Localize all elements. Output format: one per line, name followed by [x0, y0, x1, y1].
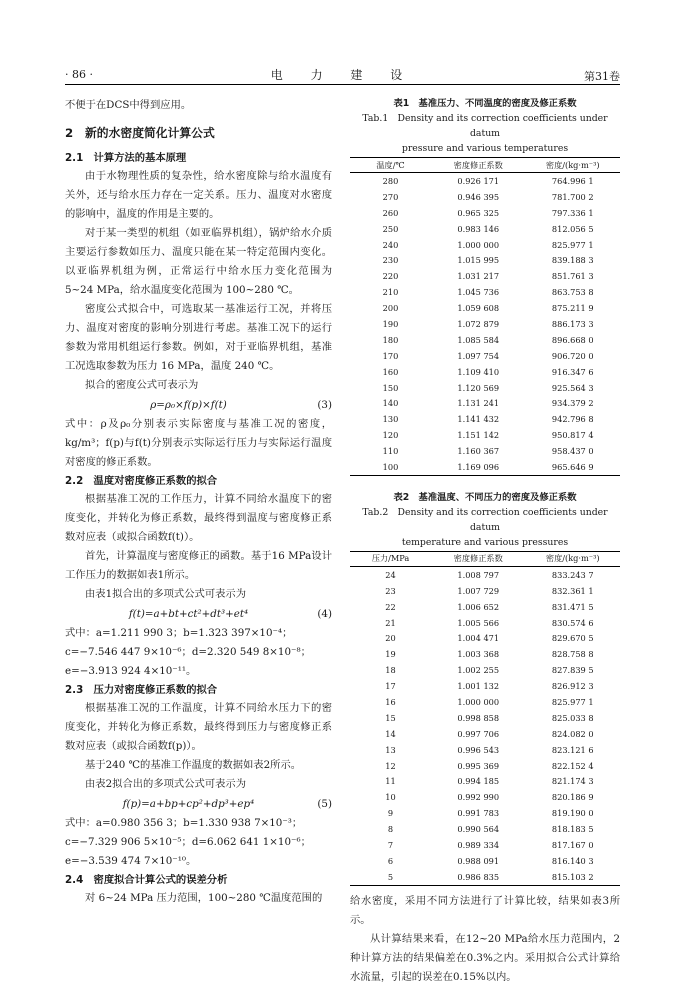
table-cell: 1.059 608 [457, 303, 500, 314]
table-cell: 825.977 1 [551, 696, 594, 707]
table-cell: 822.152 4 [551, 760, 594, 771]
table-cell: 1.045 736 [457, 287, 500, 298]
table-cell: 851.761 3 [551, 271, 594, 282]
table-cell: 100 [350, 459, 431, 475]
table-cell: 1.160 367 [457, 446, 500, 457]
equation-number: (4) [317, 608, 332, 620]
table-row [350, 710, 620, 726]
table-row [350, 237, 620, 253]
page-number: · 86 · [65, 68, 93, 81]
table-row [350, 805, 620, 821]
table-cell: 896.668 0 [551, 334, 594, 345]
table-cell: 819.190 0 [551, 808, 594, 819]
right-column [350, 96, 620, 987]
table-row [350, 268, 620, 284]
table-cell: 5 [350, 869, 431, 885]
column-header: 密度/(kg·m⁻³) [526, 158, 621, 173]
table-cell: 958.437 0 [551, 446, 594, 457]
table-row [350, 694, 620, 710]
table-cell: 1.109 410 [457, 366, 500, 377]
subsection-heading: 2.1 计算方法的基本原理 [65, 152, 187, 164]
table-cell: 781.700 2 [551, 191, 594, 202]
section-heading: 2 新的水密度简化计算公式 [65, 126, 215, 140]
table-cell: 1.002 255 [457, 665, 500, 676]
subsection-heading: 2.3 压力对密度修正系数的拟合 [65, 684, 218, 696]
table-cell: 130 [382, 414, 399, 425]
table-row [350, 364, 620, 380]
table-cell: 0.994 185 [457, 776, 500, 787]
table-cell: 12 [385, 760, 396, 771]
table2-body [350, 566, 620, 885]
table-cell: 829.670 5 [551, 633, 594, 644]
table-cell: 190 [382, 318, 399, 329]
paragraph: 对于某一类型的机组（如亚临界机组），锅炉给水介质主要运行参数如压力、温度只能在某一特定范围内变化。以亚临界机组为例，正常运行中给水压力变化范围为 5~24 MPa，给水温度变化范围为 100~280 ℃。 [65, 227, 332, 296]
table-cell: 818.183 5 [551, 824, 594, 835]
paragraph: 由于水物理性质的复杂性，给水密度除与给水温度有关外，还与给水压力存在一定关系。压力、温度对水密度的影响中，温度的作用是主要的。 [65, 170, 332, 220]
table-cell: 160 [382, 366, 399, 377]
table-cell: 180 [382, 334, 399, 345]
table1 [350, 157, 620, 476]
table-row [350, 742, 620, 758]
table-header-row [350, 158, 620, 173]
subsection-heading: 2.2 温度对密度修正系数的拟合 [65, 475, 218, 487]
table-cell: 1.015 995 [457, 255, 500, 266]
table-cell: 210 [382, 287, 399, 298]
table-row [350, 678, 620, 694]
table-cell: 17 [385, 681, 396, 692]
paragraph: 由表2拟合出的多项式公式可表示为 [85, 778, 247, 790]
paragraph: 给水密度，采用不同方法进行了计算比较，结果如表3所示。 [350, 894, 620, 926]
table-cell: 1.120 569 [457, 382, 500, 393]
paragraph: 对 6~24 MPa 压力范围，100~280 ℃温度范围的 [85, 892, 323, 904]
table-cell: 1.151 142 [457, 430, 500, 441]
table-cell: 1.004 471 [457, 633, 500, 644]
subsection-heading: 2.4 密度拟合计算公式的误差分析 [65, 874, 228, 886]
table-cell: 875.211 9 [551, 303, 594, 314]
table-cell: 825.977 1 [551, 239, 594, 250]
table-cell: 816.140 3 [551, 855, 594, 866]
table-cell: 270 [382, 191, 399, 202]
table-cell: 14 [385, 728, 396, 739]
table-cell: 1.000 000 [457, 239, 500, 250]
table-row [350, 380, 620, 396]
table-cell: 0.946 395 [457, 191, 500, 202]
table-cell: 23 [385, 585, 396, 596]
table-cell: 0.992 990 [457, 792, 500, 803]
table-cell: 925.564 3 [551, 382, 594, 393]
table2-title-cn: 表2 基准温度、不同压力的密度及修正系数 [393, 491, 577, 503]
table1-title-en: Tab.1 Density and its correction coefficients under datum [362, 113, 608, 139]
column-header: 温度/℃ [350, 158, 431, 173]
table-cell: 0.983 146 [457, 223, 500, 234]
table-cell: 170 [382, 350, 399, 361]
equation-number: (3) [317, 399, 332, 411]
table-cell: 15 [385, 712, 396, 723]
table-cell: 7 [387, 840, 394, 850]
table-row [350, 726, 620, 742]
table-row [350, 599, 620, 615]
table-cell: 950.817 4 [551, 430, 594, 441]
table-cell: 110 [382, 446, 399, 457]
equation-3 [65, 395, 332, 415]
table-cell: 824.082 0 [551, 728, 594, 739]
table-row [350, 348, 620, 364]
table-cell: 833.243 7 [551, 569, 594, 580]
paragraph: 基于240 ℃的基准工作温度的数据如表2所示。 [85, 759, 302, 771]
table-row [350, 758, 620, 774]
table-row [350, 316, 620, 332]
table-cell: 863.753 8 [551, 287, 594, 298]
table-cell: 1.007 729 [457, 585, 500, 596]
table-cell: 1.169 096 [431, 459, 526, 475]
table-row [350, 869, 620, 885]
table-row [350, 300, 620, 316]
table-cell: 200 [382, 303, 399, 314]
equation-formula: ρ=ρ₀×f(p)×f(t) [150, 399, 227, 411]
table-row [350, 821, 620, 837]
table-cell: 1.001 132 [457, 681, 500, 692]
table-row [350, 411, 620, 427]
table-cell: 24 [385, 569, 396, 580]
table-cell: 0.988 091 [457, 855, 500, 866]
table-cell: 916.347 6 [551, 366, 594, 377]
table-cell: 13 [385, 744, 396, 755]
table-cell: 220 [382, 271, 399, 282]
table-row [350, 615, 620, 631]
table-row [350, 221, 620, 237]
table-cell: 1.003 368 [457, 649, 500, 660]
table-cell: 22 [385, 601, 396, 612]
table-cell: 820.186 9 [551, 792, 594, 803]
table-row [350, 459, 620, 475]
volume-label: 第31卷 [584, 70, 620, 83]
table-cell: 839.188 3 [551, 255, 594, 266]
table-cell: 1.000 000 [457, 696, 500, 707]
column-header: 密度/(kg·m⁻³) [526, 551, 621, 566]
table1-title-cn: 表1 基准压力、不同温度的密度及修正系数 [393, 98, 577, 109]
table-cell: 1.097 754 [457, 350, 500, 361]
table-row [350, 583, 620, 599]
journal-title: 电 力 建 设 [270, 68, 415, 82]
table-row [350, 205, 620, 221]
table-row [350, 443, 620, 459]
column-header: 压力/MPa [350, 551, 431, 566]
table-cell: 260 [382, 207, 399, 218]
table1-body [350, 173, 620, 476]
table-cell: 0.989 334 [457, 840, 500, 850]
table-row [350, 395, 620, 411]
table-cell: 825.033 8 [551, 712, 594, 723]
table-row [350, 189, 620, 205]
table-cell: 18 [385, 665, 396, 676]
table-cell: 0.965 325 [457, 207, 500, 218]
table-cell: 0.997 706 [457, 728, 500, 739]
coefficient-line: e=−3.913 924 4×10⁻¹¹。 [65, 665, 197, 677]
table-cell: 815.103 2 [526, 869, 621, 885]
table-cell: 830.574 6 [551, 617, 594, 628]
table-cell: 16 [385, 696, 396, 707]
table-cell: 0.926 171 [457, 175, 500, 186]
equation-5 [65, 794, 332, 814]
table-row [350, 630, 620, 646]
table-cell: 21 [385, 617, 396, 628]
table-cell: 1.031 217 [457, 271, 500, 282]
table-cell: 827.839 5 [551, 665, 594, 676]
coefficient-line: 式中：a=1.211 990 3；b=1.323 397×10⁻⁴； [65, 627, 293, 639]
table-cell: 10 [385, 792, 396, 803]
table-cell: 1.141 432 [457, 414, 500, 425]
paragraph: 由表1拟合出的多项式公式可表示为 [85, 588, 247, 600]
table-cell: 240 [382, 239, 399, 250]
paragraph: 首先，计算温度与密度修正的函数。基于16 MPa设计工作压力的数据如表1所示。 [65, 550, 332, 581]
table-cell: 20 [385, 633, 396, 644]
coefficient-line: e=−3.539 474 7×10⁻¹⁰。 [65, 855, 197, 867]
table-cell: 942.796 8 [551, 414, 594, 425]
table-row [350, 427, 620, 443]
table-row [350, 662, 620, 678]
table2 [350, 551, 620, 886]
table-cell: 0.990 564 [457, 824, 500, 835]
table-cell: 0.996 543 [457, 744, 500, 755]
table-cell: 11 [385, 776, 396, 787]
coefficient-line: 式中：a=0.980 356 3；b=1.330 938 7×10⁻³； [65, 817, 303, 829]
table-cell: 1.006 652 [457, 601, 500, 612]
left-column [65, 96, 332, 908]
paragraph: 从计算结果来看，在12~20 MPa给水压力范围内，2种计算方法的结果偏差在0.3%之内。采用拟合公式计算给水流量，引起的误差在0.15%以内。 [350, 932, 620, 983]
table-cell: 817.167 0 [551, 840, 594, 850]
table-cell: 120 [382, 430, 399, 441]
table-row [350, 284, 620, 300]
table-cell: 812.056 5 [551, 223, 594, 234]
table-cell: 8 [387, 824, 394, 835]
equation-formula: f(t)=a+bt+ct²+dt³+et⁴ [128, 608, 249, 620]
table-cell: 0.986 835 [431, 869, 526, 885]
paragraph: 根据基准工况的工作温度，计算不同给水压力下的密度变化，并转化为修正系数，最终得到压力与密度修正系数对应表（或拟合函数f(p)）。 [65, 702, 332, 752]
table-cell: 9 [387, 808, 394, 819]
table2-title-en-cont: temperature and various pressures [401, 536, 569, 548]
paragraph: 密度公式拟合中，可选取某一基准运行工况，并将压力、温度对密度的影响分别进行考虑。基准工况下的运行参数为常用机组运行参数。例如，对于亚临界机组，基准工况选取参数为压力 16 MPa，温度 240 ℃。 [65, 303, 332, 372]
column-header: 密度修正系数 [431, 551, 526, 566]
column-header: 密度修正系数 [431, 158, 526, 173]
table-row [350, 566, 620, 582]
paragraph: 拟合的密度公式可表示为 [85, 379, 199, 391]
table-cell: 832.361 1 [551, 585, 594, 596]
table-cell: 230 [382, 255, 399, 266]
coefficient-line: c=−7.546 447 9×10⁻⁶；d=2.320 549 8×10⁻⁸； [65, 646, 311, 658]
table-cell: 0.998 858 [457, 712, 500, 723]
running-header [65, 64, 620, 85]
table-cell: 821.174 3 [551, 776, 594, 787]
table-cell: 1.008 797 [457, 569, 500, 580]
table-cell: 934.379 2 [551, 398, 594, 409]
paragraph: 式中：ρ及ρ₀分别表示实际密度与基准工况的密度，kg/m³；f(p)与f(t)分别表示实际运行压力与实际运行温度对密度的修正系数。 [65, 418, 332, 468]
table-row [350, 332, 620, 348]
table-cell: 886.173 3 [551, 318, 594, 329]
table-row [350, 252, 620, 268]
coefficient-line: c=−7.329 906 5×10⁻⁵；d=6.062 641 1×10⁻⁶； [65, 836, 311, 848]
table-cell: 906.720 0 [551, 350, 594, 361]
table-cell: 797.336 1 [551, 207, 594, 218]
table-cell: 1.131 241 [457, 398, 500, 409]
table-row [350, 789, 620, 805]
paragraph: 不便于在DCS中得到应用。 [65, 99, 192, 111]
table-cell: 764.996 1 [551, 175, 594, 186]
paragraph: 根据基准工况的工作压力，计算不同给水温度下的密度变化，并转化为修正系数，最终得到温度与密度修正系数对应表（或拟合函数f(t)）。 [65, 493, 332, 543]
table-cell: 826.912 3 [551, 681, 594, 692]
table-cell: 140 [382, 398, 399, 409]
table-cell: 19 [385, 649, 396, 660]
table-cell: 1.005 566 [457, 617, 500, 628]
table-cell: 965.646 9 [526, 459, 621, 475]
table-cell: 0.991 783 [457, 808, 500, 819]
equation-formula: f(p)=a+bp+cp²+dp³+ep⁴ [122, 798, 255, 810]
table-row [350, 853, 620, 869]
table-cell: 0.995 369 [457, 760, 500, 771]
table-header-row [350, 551, 620, 566]
table-cell: 6 [387, 855, 394, 866]
table-cell: 831.471 5 [551, 601, 594, 612]
table-row [350, 774, 620, 790]
table-cell: 1.072 879 [457, 318, 500, 329]
table2-title-en: Tab.2 Density and its correction coefficients under datum [362, 506, 608, 533]
table-row [350, 837, 620, 853]
table-cell: 250 [382, 223, 399, 234]
equation-number: (5) [317, 798, 332, 810]
table-cell: 828.758 8 [551, 649, 594, 660]
table-cell: 280 [382, 175, 399, 186]
table-cell: 150 [382, 382, 399, 393]
table-row [350, 646, 620, 662]
table-cell: 823.121 6 [551, 744, 594, 755]
table-cell: 1.085 584 [457, 334, 500, 345]
equation-4 [65, 604, 332, 624]
table-row [350, 173, 620, 189]
table1-title-en-cont: pressure and various temperatures [401, 143, 569, 154]
